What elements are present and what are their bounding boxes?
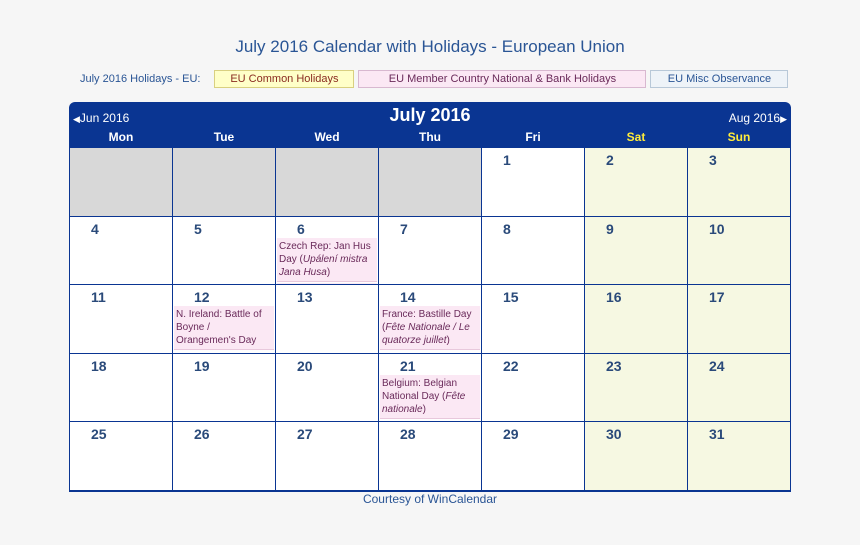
holiday-event[interactable]	[277, 283, 377, 285]
weekday-header: Sun	[688, 128, 790, 147]
day-number: 20	[297, 357, 313, 374]
day-number: 16	[606, 289, 622, 306]
day-cell	[482, 422, 584, 490]
day-cell	[70, 217, 172, 285]
calendar-header	[69, 102, 791, 128]
day-number: 4	[91, 220, 99, 237]
day-cell	[173, 354, 275, 422]
holiday-text-end: )	[446, 335, 450, 347]
day-cell	[585, 285, 687, 353]
day-number: 18	[91, 357, 107, 374]
day-number: 24	[709, 357, 725, 374]
day-cell	[379, 422, 481, 490]
holiday-local-name: Upálení mistra Jana Husa	[279, 253, 368, 278]
day-number: 10	[709, 220, 725, 237]
day-cell	[173, 217, 275, 285]
day-cell	[379, 285, 481, 353]
day-number: 12	[194, 289, 210, 306]
day-cell	[379, 354, 481, 422]
legend-misc-observance: EU Misc Observance	[650, 70, 788, 88]
day-number: 17	[709, 289, 725, 306]
holiday-text: France: Bastille Day (	[382, 309, 472, 334]
empty-day-cell	[276, 148, 378, 216]
triangle-right-icon: ▶	[780, 114, 787, 124]
event-list	[277, 238, 377, 285]
holiday-event[interactable]	[380, 375, 480, 419]
day-number: 8	[503, 220, 511, 237]
legend-common-holidays: EU Common Holidays	[214, 70, 354, 88]
legend-label: July 2016 Holidays - EU:	[80, 73, 201, 85]
day-number: 11	[91, 289, 106, 306]
courtesy-credit: Courtesy of WinCalendar	[362, 492, 498, 506]
holiday-text: N. Ireland: Battle of Boyne / Orangemen's Day	[176, 309, 262, 347]
day-cell	[276, 285, 378, 353]
weekday-header: Fri	[482, 128, 584, 147]
day-cell	[276, 422, 378, 490]
day-number: 3	[709, 152, 717, 168]
day-cell	[688, 285, 790, 353]
day-cell	[482, 148, 584, 216]
holiday-local-name: Fête Nationale / Le quatorze juillet	[382, 322, 470, 347]
day-cell	[482, 217, 584, 285]
day-cell	[70, 354, 172, 422]
holiday-event[interactable]	[277, 238, 377, 282]
day-cell	[379, 217, 481, 285]
day-number: 21	[400, 357, 416, 374]
day-number: 28	[400, 426, 416, 443]
day-number: 22	[503, 357, 519, 374]
day-number: 2	[606, 152, 614, 168]
day-cell	[688, 422, 790, 490]
day-number: 29	[503, 426, 519, 443]
event-list	[174, 306, 274, 351]
day-number: 14	[400, 289, 416, 306]
day-number: 6	[297, 220, 305, 237]
day-number: 26	[194, 426, 210, 443]
day-number: 15	[503, 289, 519, 306]
calendar	[69, 102, 791, 492]
day-cell	[688, 354, 790, 422]
holiday-text: Belgium: Belgian National Day (	[382, 377, 458, 402]
holiday-local-name: Fête nationale	[382, 390, 466, 415]
day-number: 27	[297, 426, 313, 443]
day-number: 1	[503, 152, 511, 168]
day-cell	[585, 354, 687, 422]
day-cell	[482, 354, 584, 422]
day-cell	[276, 354, 378, 422]
empty-day-cell	[173, 148, 275, 216]
day-cell	[585, 217, 687, 285]
day-number: 31	[709, 426, 725, 443]
holiday-event[interactable]	[380, 306, 480, 350]
holiday-text: Czech Rep: Jan Hus Day (	[279, 240, 371, 265]
prev-month-link[interactable]	[73, 111, 129, 125]
day-cell	[585, 422, 687, 490]
calendar-grid	[70, 128, 790, 490]
day-cell	[173, 285, 275, 353]
holiday-text-end: )	[326, 266, 331, 278]
next-month-link[interactable]	[729, 111, 787, 125]
day-number: 19	[194, 357, 210, 374]
day-cell	[482, 285, 584, 353]
day-number: 30	[606, 426, 622, 443]
day-cell	[585, 148, 687, 216]
weekday-header: Sat	[585, 128, 687, 147]
holiday-event[interactable]	[174, 306, 274, 350]
empty-day-cell	[379, 148, 481, 216]
weekday-header: Wed	[276, 128, 378, 147]
page-title: July 2016 Calendar with Holidays - European Union	[235, 37, 625, 56]
day-cell	[688, 217, 790, 285]
day-number: 13	[297, 289, 313, 306]
day-number: 7	[400, 220, 408, 237]
legend	[80, 70, 792, 88]
day-cell	[688, 148, 790, 216]
empty-day-cell	[70, 148, 172, 216]
day-number: 23	[606, 357, 622, 374]
weekday-header: Tue	[173, 128, 275, 147]
day-number: 25	[91, 426, 107, 443]
month-title: July 2016	[389, 105, 471, 125]
legend-member-holidays: EU Member Country National & Bank Holidays	[358, 70, 646, 88]
holiday-text-end: )	[422, 403, 426, 415]
day-number: 9	[606, 220, 614, 237]
weekday-header: Mon	[70, 128, 172, 147]
triangle-left-icon: ◀	[73, 114, 80, 124]
weekday-header: Thu	[379, 128, 481, 147]
event-list	[380, 306, 480, 351]
day-cell	[276, 217, 378, 285]
day-cell	[173, 422, 275, 490]
next-month-label: Aug 2016	[728, 111, 781, 125]
day-cell	[70, 422, 172, 490]
day-number: 5	[194, 220, 202, 237]
event-list	[380, 375, 480, 420]
prev-month-label: Jun 2016	[79, 111, 130, 125]
day-cell	[70, 285, 172, 353]
